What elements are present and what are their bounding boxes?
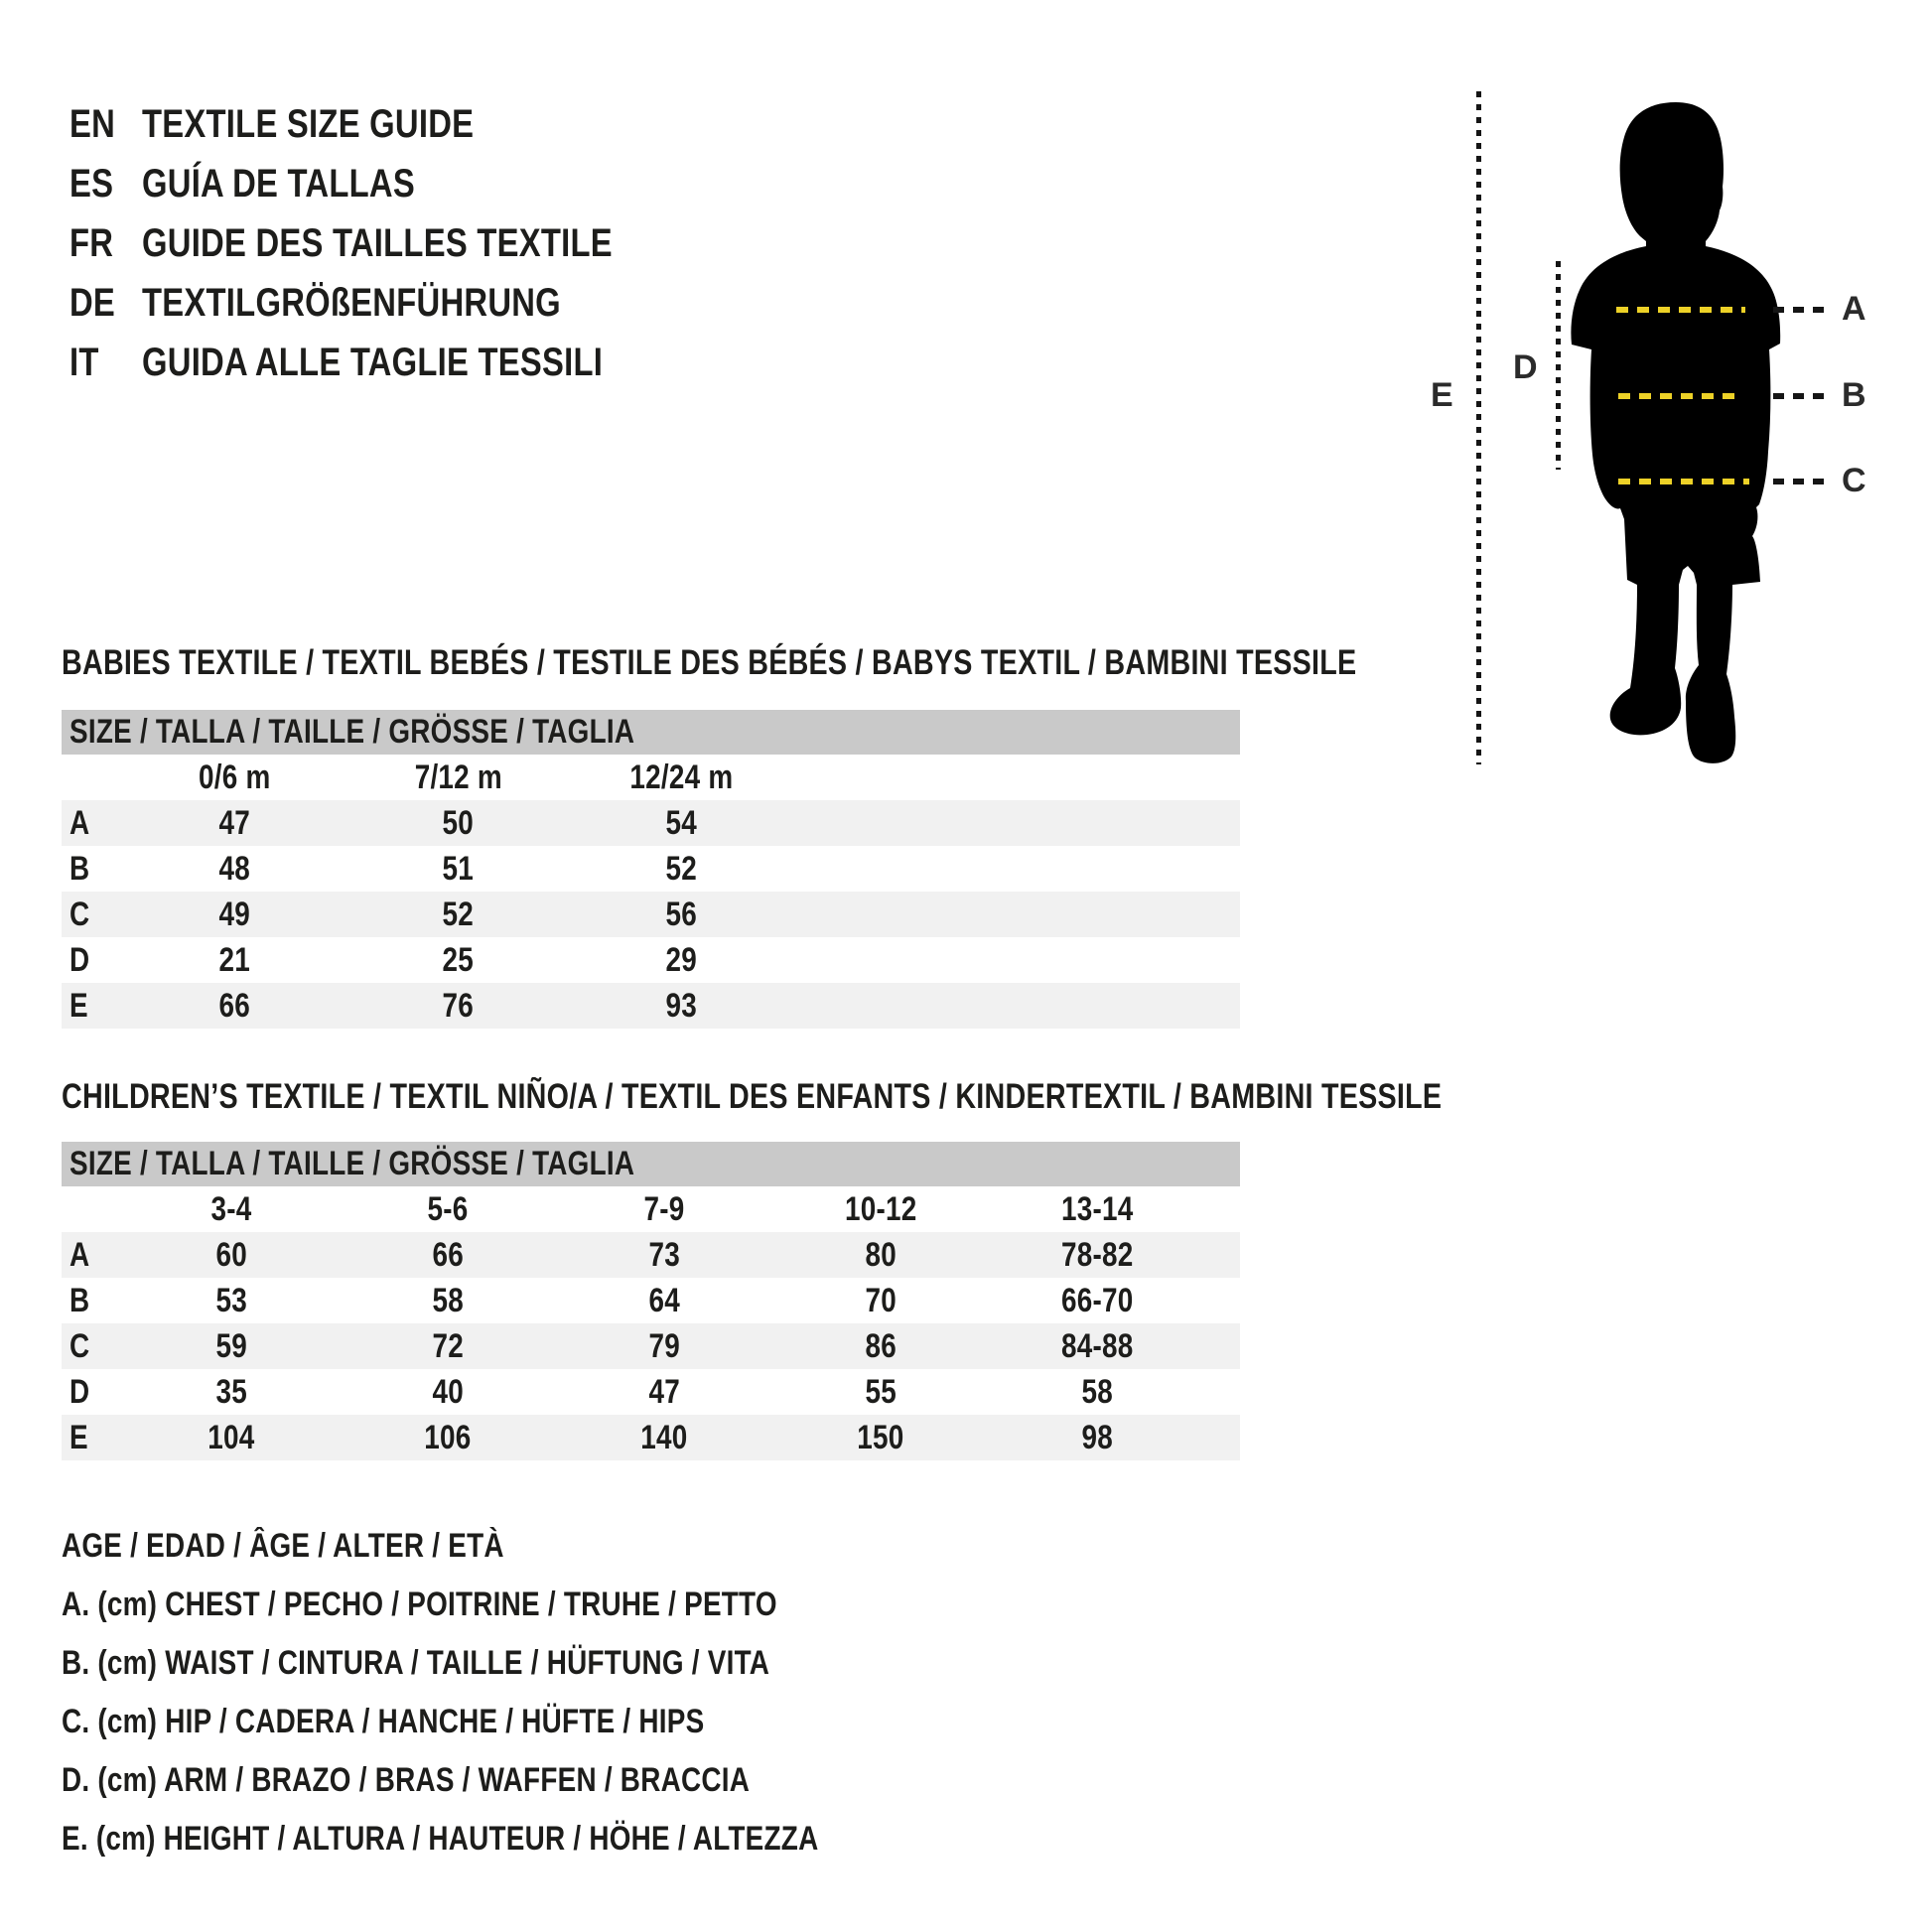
cell: 35 bbox=[215, 1372, 247, 1411]
row-letter: B bbox=[69, 1281, 90, 1319]
cell: 47 bbox=[218, 803, 251, 842]
cell: 84-88 bbox=[1060, 1326, 1134, 1365]
children-col-1: 5-6 bbox=[427, 1189, 469, 1228]
cell: 49 bbox=[218, 895, 251, 933]
row-letter: A bbox=[69, 803, 90, 842]
lang-row-en bbox=[69, 94, 716, 154]
waist-line-black bbox=[1773, 393, 1831, 399]
row-letter: E bbox=[69, 986, 88, 1025]
cell: 56 bbox=[665, 895, 698, 933]
figure-label-b: B bbox=[1842, 376, 1866, 414]
babies-column-header-row bbox=[62, 755, 1240, 800]
lang-title-es: GUÍA DE TALLAS bbox=[142, 161, 415, 206]
babies-col-0: 0/6 m bbox=[199, 758, 271, 796]
cell: 80 bbox=[865, 1235, 897, 1274]
table-row bbox=[62, 1232, 1240, 1278]
cell: 86 bbox=[865, 1326, 897, 1365]
cell: 58 bbox=[1081, 1372, 1113, 1411]
row-letter: A bbox=[69, 1235, 90, 1274]
lang-code-es: ES bbox=[69, 161, 114, 206]
legend-age: AGE / EDAD / ÂGE / ALTER / ETÀ bbox=[62, 1527, 504, 1565]
row-letter: C bbox=[69, 895, 90, 933]
babies-size-table bbox=[62, 710, 1240, 1029]
hip-line-yellow bbox=[1618, 479, 1749, 484]
lang-row-de bbox=[69, 273, 716, 333]
cell: 50 bbox=[442, 803, 475, 842]
cell: 76 bbox=[442, 986, 475, 1025]
cell: 29 bbox=[665, 940, 698, 979]
cell: 106 bbox=[424, 1418, 472, 1456]
table-row bbox=[62, 892, 1240, 937]
cell: 104 bbox=[207, 1418, 255, 1456]
language-title-list bbox=[69, 94, 716, 392]
figure-label-e: E bbox=[1431, 376, 1453, 414]
children-col-0: 3-4 bbox=[210, 1189, 252, 1228]
lang-code-de: DE bbox=[69, 280, 116, 325]
lang-code-en: EN bbox=[69, 101, 116, 146]
lang-title-fr: GUIDE DES TAILLES TEXTILE bbox=[142, 220, 613, 265]
cell: 59 bbox=[215, 1326, 247, 1365]
lang-title-en: TEXTILE SIZE GUIDE bbox=[142, 101, 475, 146]
figure-label-d: D bbox=[1513, 348, 1538, 386]
children-col-3: 10-12 bbox=[844, 1189, 917, 1228]
figure-label-c: C bbox=[1842, 462, 1866, 499]
lang-code-it: IT bbox=[69, 340, 99, 384]
cell: 58 bbox=[432, 1281, 464, 1319]
children-section-title: CHILDREN’S TEXTILE / TEXTIL NIÑO/A / TEXTIL DES ENFANTS / KINDERTEXTIL / BAMBINI TESSILE bbox=[62, 1077, 1443, 1116]
cell: 79 bbox=[648, 1326, 680, 1365]
row-letter: D bbox=[69, 1372, 90, 1411]
table-row bbox=[62, 937, 1240, 983]
babies-col-2: 12/24 m bbox=[629, 758, 734, 796]
legend-height: E. (cm) HEIGHT / ALTURA / HAUTEUR / HÖHE / ALTEZZA bbox=[62, 1820, 819, 1858]
children-column-header-row bbox=[62, 1186, 1240, 1232]
arm-measure-line-D bbox=[1556, 261, 1561, 470]
waist-line-yellow bbox=[1618, 393, 1743, 399]
cell: 21 bbox=[218, 940, 251, 979]
legend-chest: A. (cm) CHEST / PECHO / POITRINE / TRUHE / PETTO bbox=[62, 1586, 777, 1623]
figure-label-a: A bbox=[1842, 290, 1866, 328]
cell: 150 bbox=[857, 1418, 904, 1456]
cell: 48 bbox=[218, 849, 251, 888]
babies-size-header-bar: SIZE / TALLA / TAILLE / GRÖSSE / TAGLIA bbox=[62, 710, 1240, 755]
cell: 60 bbox=[215, 1235, 247, 1274]
row-letter: D bbox=[69, 940, 90, 979]
cell: 25 bbox=[442, 940, 475, 979]
cell: 70 bbox=[865, 1281, 897, 1319]
chest-line-black bbox=[1773, 307, 1831, 313]
lang-code-fr: FR bbox=[69, 220, 114, 265]
children-size-header-bar: SIZE / TALLA / TAILLE / GRÖSSE / TAGLIA bbox=[62, 1142, 1240, 1186]
cell: 51 bbox=[442, 849, 475, 888]
children-size-table bbox=[62, 1142, 1240, 1460]
children-col-2: 7-9 bbox=[643, 1189, 685, 1228]
row-letter: C bbox=[69, 1326, 90, 1365]
cell: 53 bbox=[215, 1281, 247, 1319]
row-letter: E bbox=[69, 1418, 88, 1456]
cell: 66 bbox=[218, 986, 251, 1025]
cell: 52 bbox=[442, 895, 475, 933]
table-row bbox=[62, 846, 1240, 892]
cell: 54 bbox=[665, 803, 698, 842]
cell: 73 bbox=[648, 1235, 680, 1274]
cell: 66-70 bbox=[1060, 1281, 1134, 1319]
table-row bbox=[62, 983, 1240, 1029]
table-row bbox=[62, 1323, 1240, 1369]
row-letter: B bbox=[69, 849, 90, 888]
child-silhouette-figure bbox=[1430, 60, 1926, 824]
table-row bbox=[62, 1415, 1240, 1460]
cell: 40 bbox=[432, 1372, 464, 1411]
cell: 64 bbox=[648, 1281, 680, 1319]
legend-hip: C. (cm) HIP / CADERA / HANCHE / HÜFTE / HIPS bbox=[62, 1703, 705, 1740]
children-col-4: 13-14 bbox=[1060, 1189, 1134, 1228]
cell: 72 bbox=[432, 1326, 464, 1365]
cell: 98 bbox=[1081, 1418, 1113, 1456]
cell: 66 bbox=[432, 1235, 464, 1274]
table-row bbox=[62, 800, 1240, 846]
measurement-legend bbox=[62, 1517, 985, 1868]
lang-row-fr bbox=[69, 213, 716, 273]
lang-row-es bbox=[69, 154, 716, 213]
babies-section-title: BABIES TEXTILE / TEXTIL BEBÉS / TESTILE DES BÉBÉS / BABYS TEXTIL / BAMBINI TESSILE bbox=[62, 643, 1357, 682]
legend-arm: D. (cm) ARM / BRAZO / BRAS / WAFFEN / BRACCIA bbox=[62, 1761, 751, 1799]
cell: 78-82 bbox=[1060, 1235, 1134, 1274]
table-row bbox=[62, 1278, 1240, 1323]
cell: 47 bbox=[648, 1372, 680, 1411]
chest-line-yellow bbox=[1616, 307, 1745, 313]
hip-line-black bbox=[1773, 479, 1831, 484]
legend-waist: B. (cm) WAIST / CINTURA / TAILLE / HÜFTUNG / VITA bbox=[62, 1644, 770, 1682]
cell: 140 bbox=[640, 1418, 688, 1456]
lang-row-it bbox=[69, 333, 716, 392]
lang-title-de: TEXTILGRÖßENFÜHRUNG bbox=[142, 280, 561, 325]
cell: 55 bbox=[865, 1372, 897, 1411]
babies-col-1: 7/12 m bbox=[414, 758, 502, 796]
table-row bbox=[62, 1369, 1240, 1415]
cell: 93 bbox=[665, 986, 698, 1025]
lang-title-it: GUIDA ALLE TAGLIE TESSILI bbox=[142, 340, 604, 384]
cell: 52 bbox=[665, 849, 698, 888]
